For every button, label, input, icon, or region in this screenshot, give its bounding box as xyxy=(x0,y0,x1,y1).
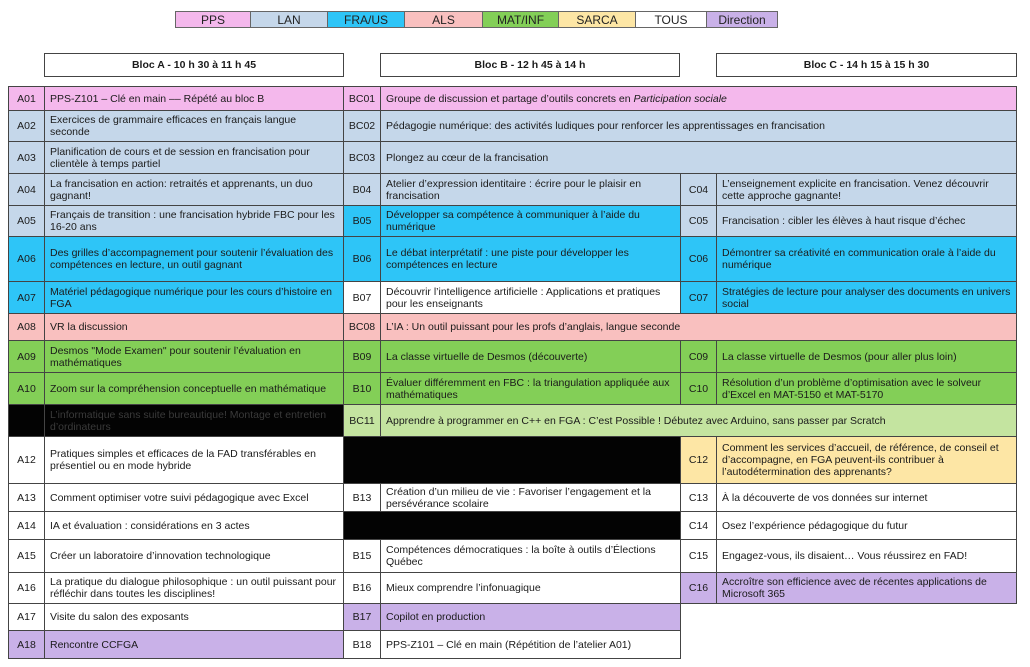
session-code: C14 xyxy=(680,511,717,540)
legend-als: ALS xyxy=(404,11,483,28)
session-title: Accroître son efficience avec de récentes applications de Microsoft 365 xyxy=(716,572,1017,604)
session-code: B09 xyxy=(343,340,381,373)
session-title: Copilot en production xyxy=(380,603,681,631)
session-code: BC08 xyxy=(343,313,381,341)
session-title: Le débat interprétatif : une piste pour développer les compétences en lecture xyxy=(380,236,681,282)
session-code: A15 xyxy=(8,539,45,573)
session-code: A05 xyxy=(8,205,45,237)
session-code: BC01 xyxy=(343,86,381,111)
session-title: Osez l’expérience pédagogique du futur xyxy=(716,511,1017,540)
session-code: C16 xyxy=(680,572,717,604)
empty-slot xyxy=(343,436,681,484)
empty-slot xyxy=(343,511,681,540)
session-title: Pratiques simples et efficaces de la FAD transférables en présentiel ou en mode hybride xyxy=(44,436,344,484)
session-title: Engagez-vous, ils disaient… Vous réussirez en FAD! xyxy=(716,539,1017,573)
session-title: Rencontre CCFGA xyxy=(44,630,344,659)
legend-lan: LAN xyxy=(250,11,328,28)
session-title: Apprendre à programmer en C++ en FGA : C’est Possible ! Débutez avec Arduino, sans passer par Scratch xyxy=(380,404,1017,437)
session-code: BC02 xyxy=(343,110,381,142)
session-code: C06 xyxy=(680,236,717,282)
session-code: A07 xyxy=(8,281,45,314)
session-code: B07 xyxy=(343,281,381,314)
session-title: L’IA : Un outil puissant pour les profs d’anglais, langue seconde xyxy=(380,313,1017,341)
session-code: BC03 xyxy=(343,141,381,174)
session-code: A18 xyxy=(8,630,45,659)
session-title: VR la discussion xyxy=(44,313,344,341)
session-code: C07 xyxy=(680,281,717,314)
session-title: La classe virtuelle de Desmos (découverte) xyxy=(380,340,681,373)
session-code: C04 xyxy=(680,173,717,206)
session-code: BC11 xyxy=(343,404,381,437)
session-code: C12 xyxy=(680,436,717,484)
session-title: À la découverte de vos données sur internet xyxy=(716,483,1017,512)
session-title: Développer sa compétence à communiquer à l’aide du numérique xyxy=(380,205,681,237)
header-bloc-a: Bloc A - 10 h 30 à 11 h 45 xyxy=(44,53,344,77)
session-code: A03 xyxy=(8,141,45,174)
session-code: A10 xyxy=(8,372,45,405)
session-code: A09 xyxy=(8,340,45,373)
session-title: Français de transition : une francisation hybride FBC pour les 16-20 ans xyxy=(44,205,344,237)
session-code: B13 xyxy=(343,483,381,512)
session-code: C15 xyxy=(680,539,717,573)
session-title: Francisation : cibler les élèves à haut risque d’échec xyxy=(716,205,1017,237)
session-code: A02 xyxy=(8,110,45,142)
legend-sarca: SARCA xyxy=(558,11,636,28)
session-title: Atelier d’expression identitaire : écrire pour le plaisir en francisation xyxy=(380,173,681,206)
session-title: La pratique du dialogue philosophique : un outil puissant pour réfléchir dans toutes les disciplines! xyxy=(44,572,344,604)
session-code: B16 xyxy=(343,572,381,604)
session-title: PPS-Z101 – Clé en main –– Répété au bloc B xyxy=(44,86,344,111)
session-code: A01 xyxy=(8,86,45,111)
session-title: Pédagogie numérique: des activités ludiques pour renforcer les apprentissages en francisation xyxy=(380,110,1017,142)
session-title: Compétences démocratiques : la boîte à outils d’Élections Québec xyxy=(380,539,681,573)
session-title: Stratégies de lecture pour analyser des documents en univers social xyxy=(716,281,1017,314)
session-title: Démontrer sa créativité en communication orale à l’aide du numérique xyxy=(716,236,1017,282)
session-title: Zoom sur la compréhension conceptuelle en mathématique xyxy=(44,372,344,405)
header-bloc-b: Bloc B - 12 h 45 à 14 h xyxy=(380,53,680,77)
session-title: Visite du salon des exposants xyxy=(44,603,344,631)
legend-direction: Direction xyxy=(706,11,778,28)
session-code: B06 xyxy=(343,236,381,282)
session-code: B17 xyxy=(343,603,381,631)
session-title: La francisation en action: retraités et apprenants, un duo gagnant! xyxy=(44,173,344,206)
session-code: B18 xyxy=(343,630,381,659)
session-title: Matériel pédagogique numérique pour les cours d’histoire en FGA xyxy=(44,281,344,314)
session-code xyxy=(8,404,45,437)
session-title: L’enseignement explicite en francisation. Venez découvrir cette approche gagnante! xyxy=(716,173,1017,206)
session-code: A14 xyxy=(8,511,45,540)
legend-pps: PPS xyxy=(175,11,251,28)
session-title: Plongez au cœur de la francisation xyxy=(380,141,1017,174)
session-title: Mieux comprendre l’infonuagique xyxy=(380,572,681,604)
session-code: A06 xyxy=(8,236,45,282)
legend-mat-inf: MAT/INF xyxy=(482,11,559,28)
session-code: A12 xyxy=(8,436,45,484)
session-title: IA et évaluation : considérations en 3 actes xyxy=(44,511,344,540)
header-bloc-c: Bloc C - 14 h 15 à 15 h 30 xyxy=(716,53,1017,77)
session-title: Évaluer différemment en FBC : la triangulation appliquée aux mathématiques xyxy=(380,372,681,405)
session-code: A08 xyxy=(8,313,45,341)
session-title: Découvrir l’intelligence artificielle : Applications et pratiques pour les enseignants xyxy=(380,281,681,314)
session-code: B05 xyxy=(343,205,381,237)
session-code: A17 xyxy=(8,603,45,631)
session-title: Création d’un milieu de vie : Favoriser l’engagement et la persévérance scolaire xyxy=(380,483,681,512)
session-code: C05 xyxy=(680,205,717,237)
legend-fra-us: FRA/US xyxy=(327,11,405,28)
session-code: B10 xyxy=(343,372,381,405)
legend-tous: TOUS xyxy=(635,11,707,28)
session-code: A04 xyxy=(8,173,45,206)
session-title: Exercices de grammaire efficaces en français langue seconde xyxy=(44,110,344,142)
category-legend xyxy=(176,11,778,28)
session-code: B15 xyxy=(343,539,381,573)
session-code: A16 xyxy=(8,572,45,604)
session-title: Créer un laboratoire d’innovation technologique xyxy=(44,539,344,573)
session-title: L’informatique sans suite bureautique! Montage et entretien d’ordinateurs xyxy=(44,404,344,437)
session-title: La classe virtuelle de Desmos (pour aller plus loin) xyxy=(716,340,1017,373)
session-title: Comment les services d’accueil, de référence, de conseil et d’accompagne, en FGA peuvent-ils contribuer à l’autodétermination des apprenants? xyxy=(716,436,1017,484)
session-code: B04 xyxy=(343,173,381,206)
session-title: Groupe de discussion et partage d’outils concrets en Participation sociale xyxy=(380,86,1017,111)
session-title: PPS-Z101 – Clé en main (Répétition de l’atelier A01) xyxy=(380,630,681,659)
session-code: C09 xyxy=(680,340,717,373)
session-title: Desmos "Mode Examen" pour soutenir l’évaluation en mathématiques xyxy=(44,340,344,373)
session-code: A13 xyxy=(8,483,45,512)
session-code: C13 xyxy=(680,483,717,512)
session-title: Comment optimiser votre suivi pédagogique avec Excel xyxy=(44,483,344,512)
session-title: Des grilles d’accompagnement pour soutenir l’évaluation des compétences en lecture, un outil gagnant xyxy=(44,236,344,282)
session-title: Résolution d’un problème d’optimisation avec le solveur d’Excel en MAT-5150 et MAT-5170 xyxy=(716,372,1017,405)
session-code: C10 xyxy=(680,372,717,405)
session-title: Planification de cours et de session en francisation pour clientèle à temps partiel xyxy=(44,141,344,174)
